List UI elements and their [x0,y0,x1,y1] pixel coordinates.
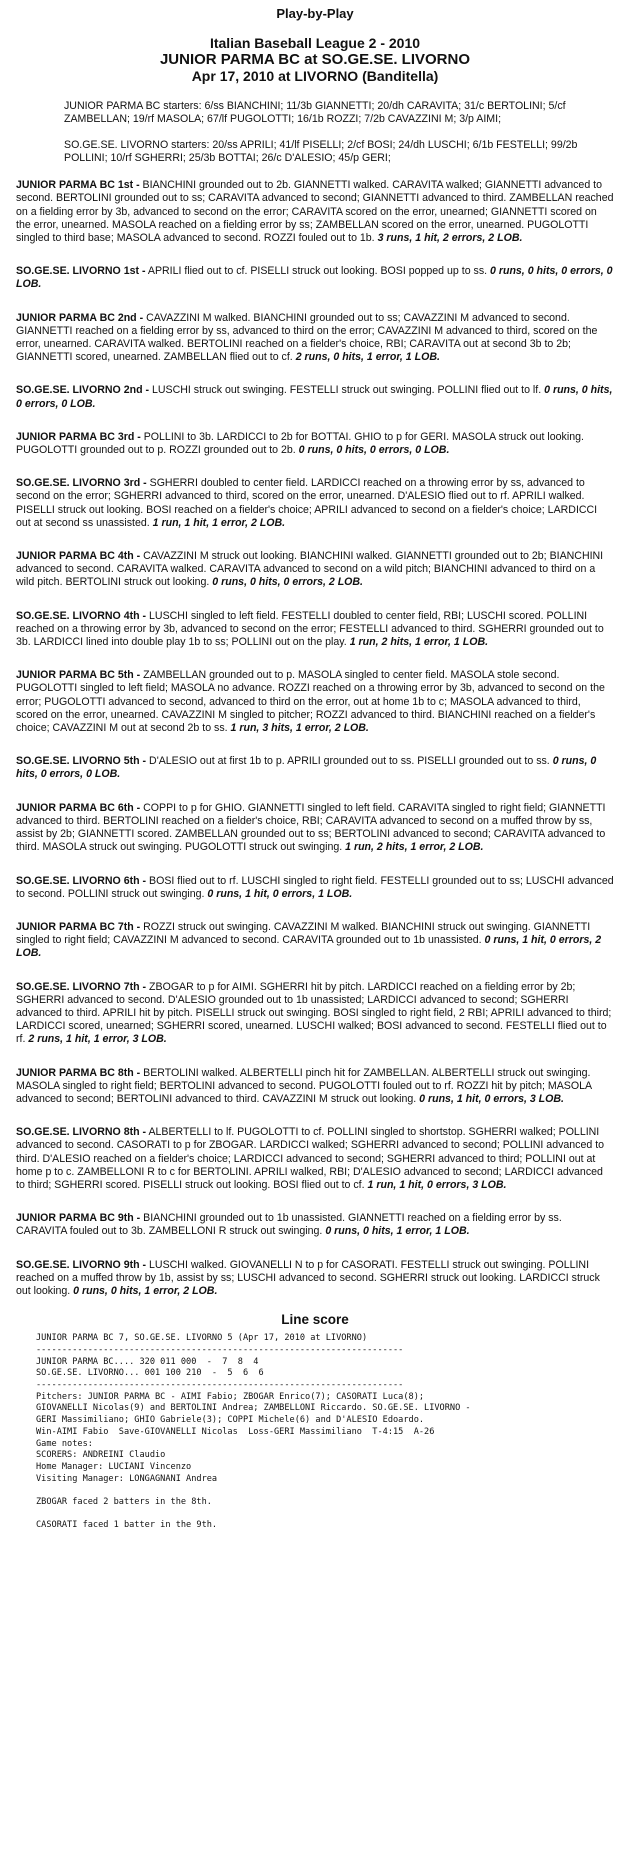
inning-paragraph [16,550,614,590]
away-starters: SO.GE.SE. LIVORNO starters: 20/ss APRILI; 41/lf PISELLI; 2/cf BOSI; 24/dh LUSCHI; 6/1b FESTELLI; 99/2b POLLINI; 10/rf SGHERRI; 25/3b BOTTAI; 26/c D'ALESIO; 45/p GERI; [64,138,578,164]
notes-line: SCORERS: ANDREINI Claudio [36,1450,166,1461]
inning-summary: 0 runs, 1 hit, 0 errors, 2 LOB. [16,934,602,960]
inning-paragraph [16,1126,614,1192]
inning-paragraph [16,755,614,781]
inning-plays: ZBOGAR to p for AIMI. SGHERRI hit by pitch. LARDICCI reached on a fielding error by 2b; SGHERRI advanced to second. D'ALESIO grounded out to 1b unassisted; LARDICCI advanced to second; SGHERRI advanced to third. APRILI hit by pitch. PISELLI struck out swinging. BOSI singled to right field, 2 RBI; APRILI advanced to third; LARDICCI scored, unearned; SGHERRI scored, unearned. LUSCHI walked; BOSI advanced to second. FESTELLI flied out to rf. [16,980,612,1046]
inning-label: SO.GE.SE. LIVORNO 2nd - [16,384,150,397]
notes-line: GERI Massimiliano; GHIO Gabriele(3); COPPI Michele(6) and D'ALESIO Edoardo. [36,1415,425,1426]
inning-label: SO.GE.SE. LIVORNO 6th - [16,874,147,887]
inning-summary: 0 runs, 0 hits, 0 errors, 0 LOB. [16,755,597,781]
inning-summary: 0 runs, 0 hits, 0 errors, 0 LOB. [16,265,613,291]
matchup-title: JUNIOR PARMA BC at SO.GE.SE. LIVORNO [159,51,471,68]
inning-summary: 0 runs, 0 hits, 0 errors, 2 LOB. [212,576,363,589]
inning-plays: BERTOLINI walked. ALBERTELLI pinch hit for ZAMBELLAN. ALBERTELLI struck out swinging. MASOLA singled to right field; BERTOLINI advanced to second. PUGOLOTTI fouled out to rf. ROZZI hit by pitch; MASOLA advanced to second; BERTOLINI advanced to third. CAVAZZINI M struck out looking. [16,1066,592,1105]
inning-plays: BOSI flied out to rf. LUSCHI singled to right field. FESTELLI grounded out to ss; LUSCHI advanced to second. POLLINI struck out swinging. [16,874,614,900]
inning-summary: 1 run, 1 hit, 0 errors, 3 LOB. [367,1178,507,1191]
inning-paragraph [16,1212,614,1238]
inning-plays: D'ALESIO out at first 1b to p. APRILI grounded out to ss. PISELLI grounded out to ss. [146,755,550,768]
inning-paragraph [16,312,614,365]
inning-summary: 0 runs, 0 hits, 1 error, 1 LOB. [325,1225,470,1238]
inning-plays: POLLINI to 3b. LARDICCI to 2b for BOTTAI. GHIO to p for GERI. MASOLA struck out looking. PUGOLOTTI grounded out to p. ROZZI grounded out to 2b. [16,430,584,457]
inning-paragraph [16,431,614,457]
inning-paragraph [16,179,614,245]
inning-summary: 1 run, 2 hits, 1 error, 2 LOB. [345,841,484,854]
spacer [16,1509,614,1521]
inning-paragraph [16,875,614,901]
game-date: Apr 17, 2010 at LIVORNO (Banditella) [191,68,439,84]
inning-label: SO.GE.SE. LIVORNO 9th - [16,1258,147,1271]
notes-line: Home Manager: LUCIANI Vincenzo [36,1461,192,1472]
inning-paragraph [16,669,614,735]
inning-paragraph [16,1067,614,1107]
inning-label: JUNIOR PARMA BC 2nd - [16,311,144,324]
inning-summary: 0 runs, 0 hits, 0 errors, 0 LOB. [16,384,613,410]
result-line: JUNIOR PARMA BC 7, SO.GE.SE. LIVORNO 5 (Apr 17, 2010 at LIVORNO) [36,1333,368,1344]
inning-label: JUNIOR PARMA BC 6th - [16,801,141,814]
inning-plays: ROZZI struck out swinging. CAVAZZINI M walked. BIANCHINI struck out swinging. GIANNETTI singled to right field; CAVAZZINI M advanced to second. CARAVITA grounded out to 1b unassisted. [16,920,591,947]
inning-label: SO.GE.SE. LIVORNO 4th - [16,609,147,622]
inning-plays: LUSCHI walked. GIOVANELLI N to p for CASORATI. FESTELLI struck out swinging. POLLINI reached on a muffed throw by 1b, assist by ss; LUSCHI advanced to second. SGHERRI struck out looking. LARDICCI struck out looking. [16,1258,600,1297]
inning-plays: LUSCHI struck out swinging. FESTELLI struck out swinging. POLLINI flied out to lf. [149,384,542,397]
notes-line: Visiting Manager: LONGAGNANI Andrea [36,1473,218,1484]
inning-paragraph [16,477,614,530]
line-score-row-away: SO.GE.SE. LIVORNO... 001 100 210 - 5 6 6 [36,1368,264,1379]
inning-paragraph [16,1259,614,1299]
inning-plays: SGHERRI doubled to center field. LARDICCI reached on a throwing error by ss, advanced to second on the error; SGHERRI advanced to third, scored on the error, unearned. D'ALESIO flied out to rf. APRILI walked. PISELLI struck out looking. BOSI reached on a fielder's choice; APRILI advanced to second on a fielder's choice; LARDICCI out at second ss unassisted. [16,477,598,529]
home-starters: JUNIOR PARMA BC starters: 6/ss BIANCHINI; 11/3b GIANNETTI; 20/dh CARAVITA; 31/c BERTOLINI; 5/cf ZAMBELLAN; 19/rf MASOLA; 67/lf PUGOLOTTI; 16/1b ROZZI; 7/2b CAVAZZINI M; 3/p AIMI; [64,100,566,126]
line-score-row-home: JUNIOR PARMA BC.... 320 011 000 - 7 8 4 [36,1356,259,1367]
inning-summary: 0 runs, 1 hit, 0 errors, 1 LOB. [207,887,353,900]
inning-summary: 3 runs, 1 hit, 2 errors, 2 LOB. [377,232,523,244]
inning-label: SO.GE.SE. LIVORNO 5th - [16,755,147,768]
line-score-heading: Line score [281,1312,349,1328]
inning-summary: 0 runs, 1 hit, 0 errors, 3 LOB. [419,1092,564,1105]
divider: ----------------------------------------------------------------------- [36,1344,404,1355]
innings-list [16,179,614,1298]
pitching-note: ZBOGAR faced 2 batters in the 8th. [36,1497,212,1507]
inning-summary: 0 runs, 0 hits, 0 errors, 0 LOB. [298,444,450,457]
inning-paragraph [16,981,614,1047]
inning-summary: 1 run, 1 hit, 1 error, 2 LOB. [152,516,286,529]
inning-summary: 1 run, 2 hits, 1 error, 1 LOB. [349,636,489,649]
inning-label: SO.GE.SE. LIVORNO 1st - [16,265,146,278]
inning-summary: 1 run, 3 hits, 1 error, 2 LOB. [230,722,369,735]
inning-paragraph [16,384,614,410]
inning-label: JUNIOR PARMA BC 4th - [16,550,141,563]
inning-plays: CAVAZZINI M walked. BIANCHINI grounded out to ss; CAVAZZINI M advanced to second. GIANNETTI reached on a fielding error by ss, advanced to third on the error; CAVAZZINI M advanced to third, scored on the error, unearned. CARAVITA walked. BERTOLINI reached on a fielder's choice, RBI; CARAVITA out at second 3b to 2b; GIANNETTI scored, unearned. ZAMBELLAN flied out to cf. [16,311,598,364]
inning-plays: CAVAZZINI M struck out looking. BIANCHINI walked. GIANNETTI grounded out to 2b; BIANCHINI advanced to second. CARAVITA walked. CARAVITA advanced to second on a wild pitch; BIANCHINI advanced to third on a wild pitch. BERTOLINI struck out looking. [16,550,604,589]
inning-label: JUNIOR PARMA BC 3rd - [16,430,141,443]
inning-label: JUNIOR PARMA BC 8th - [16,1066,141,1079]
inning-plays: ZAMBELLAN grounded out to p. MASOLA singled to center field. MASOLA stole second. PUGOLOTTI singled to left field; MASOLA no advance. ROZZI reached on a throwing error by 3b, advanced to second on the error; PUGOLOTTI advanced to second, advanced to third on the error, out at home 1b to c; MASOLA advanced to third, scored on the error, unearned. CAVAZZINI M singled to pitcher; ROZZI advanced to third. BIANCHINI reached on a fielder's choice; CAVAZZINI M out at second 2b to ss. [16,669,605,735]
inning-label: SO.GE.SE. LIVORNO 8th - [16,1126,147,1139]
page-title: Play-by-Play [276,6,354,21]
divider: ----------------------------------------------------------------------- [36,1379,404,1390]
inning-plays: APRILI flied out to cf. PISELLI struck out looking. BOSI popped up to ss. [145,265,488,278]
inning-plays: ALBERTELLI to lf. PUGOLOTTI to cf. POLLINI singled to shortstop. SGHERRI walked; POLLINI advanced to second. CASORATI to p for ZBOGAR. LARDICCI walked; SGHERRI advanced to second; POLLINI advanced to third. D'ALESIO reached on a fielder's choice; LARDICCI advanced to second; SGHERRI advanced to third; POLLINI out at home p to c. ZAMBELLONI R to c for BERTOLINI. APRILI walked, RBI; D'ALESIO advanced to second; LARDICCI advanced to third; SGHERRI scored. PISELLI struck out looking. BOSI flied out to cf. [16,1126,605,1191]
inning-plays: BIANCHINI grounded out to 2b. GIANNETTI walked. CARAVITA walked; GIANNETTI advanced to second. BERTOLINI grounded out to ss; CARAVITA advanced to second; GIANNETTI advanced to third. ZAMBELLAN reached on a fielding error by 3b, advanced to second on the error; CARAVITA scored on the error, unearned; GIANNETTI scored on the error, unearned. MASOLA reached on a fielding error by ss; ZAMBELLAN scored on the error, unearned. PUGOLOTTI singled to third base; MASOLA advanced to second. ROZZI fouled out to 1b. [16,179,614,244]
notes-line: Game notes: [36,1438,93,1449]
line-score-block [16,1333,614,1532]
inning-label: JUNIOR PARMA BC 1st - [16,179,140,192]
notes-line: Pitchers: JUNIOR PARMA BC - AIMI Fabio; ZBOGAR Enrico(7); CASORATI Luca(8); [36,1391,425,1402]
inning-plays: LUSCHI singled to left field. FESTELLI doubled to center field, RBI; LUSCHI scored. POLLINI reached on a throwing error by 3b, advanced to second on the error; FESTELLI advanced to third. SGHERRI grounded out to 3b. LARDICCI lined into double play 1b to ss; POLLINI out on the play. [16,609,604,649]
inning-plays: COPPI to p for GHIO. GIANNETTI singled to left field. CARAVITA singled to right field; GIANNETTI advanced to third. BERTOLINI reached on a fielder's choice, RBI; CARAVITA advanced to second on a muffed throw by ss, assist by 2b; GIANNETTI scored. ZAMBELLAN grounded out to ss; BERTOLINI advanced to second; CARAVITA advanced to third. MASOLA struck out swinging. PUGOLOTTI struck out swinging. [16,801,606,854]
inning-paragraph [16,921,614,961]
notes-line: GIOVANELLI Nicolas(9) and BERTOLINI Andrea; ZAMBELLONI Riccardo. SO.GE.SE. LIVORNO - [36,1403,471,1414]
notes-line: Win-AIMI Fabio Save-GIOVANELLI Nicolas Loss-GERI Massimiliano T-4:15 A-26 [36,1426,435,1437]
inning-summary: 2 runs, 1 hit, 1 error, 3 LOB. [28,1033,167,1046]
inning-paragraph [16,265,614,291]
inning-paragraph [16,610,614,650]
inning-plays: BIANCHINI grounded out to 1b unassisted. GIANNETTI reached on a fielding error by ss. CARAVITA fouled out to 3b. ZAMBELLONI R struck out swinging. [16,1212,562,1238]
inning-paragraph [16,802,614,855]
pitching-note: CASORATI faced 1 batter in the 9th. [36,1520,218,1531]
inning-label: JUNIOR PARMA BC 9th - [16,1212,141,1225]
inning-label: JUNIOR PARMA BC 5th - [16,669,141,682]
spacer [16,1485,614,1497]
inning-summary: 0 runs, 0 hits, 1 error, 2 LOB. [73,1284,218,1297]
inning-label: JUNIOR PARMA BC 7th - [16,920,141,933]
inning-summary: 2 runs, 0 hits, 1 error, 1 LOB. [295,351,440,364]
inning-label: SO.GE.SE. LIVORNO 7th - [16,980,147,993]
league-title: Italian Baseball League 2 - 2010 [209,35,421,51]
inning-label: SO.GE.SE. LIVORNO 3rd - [16,477,147,490]
